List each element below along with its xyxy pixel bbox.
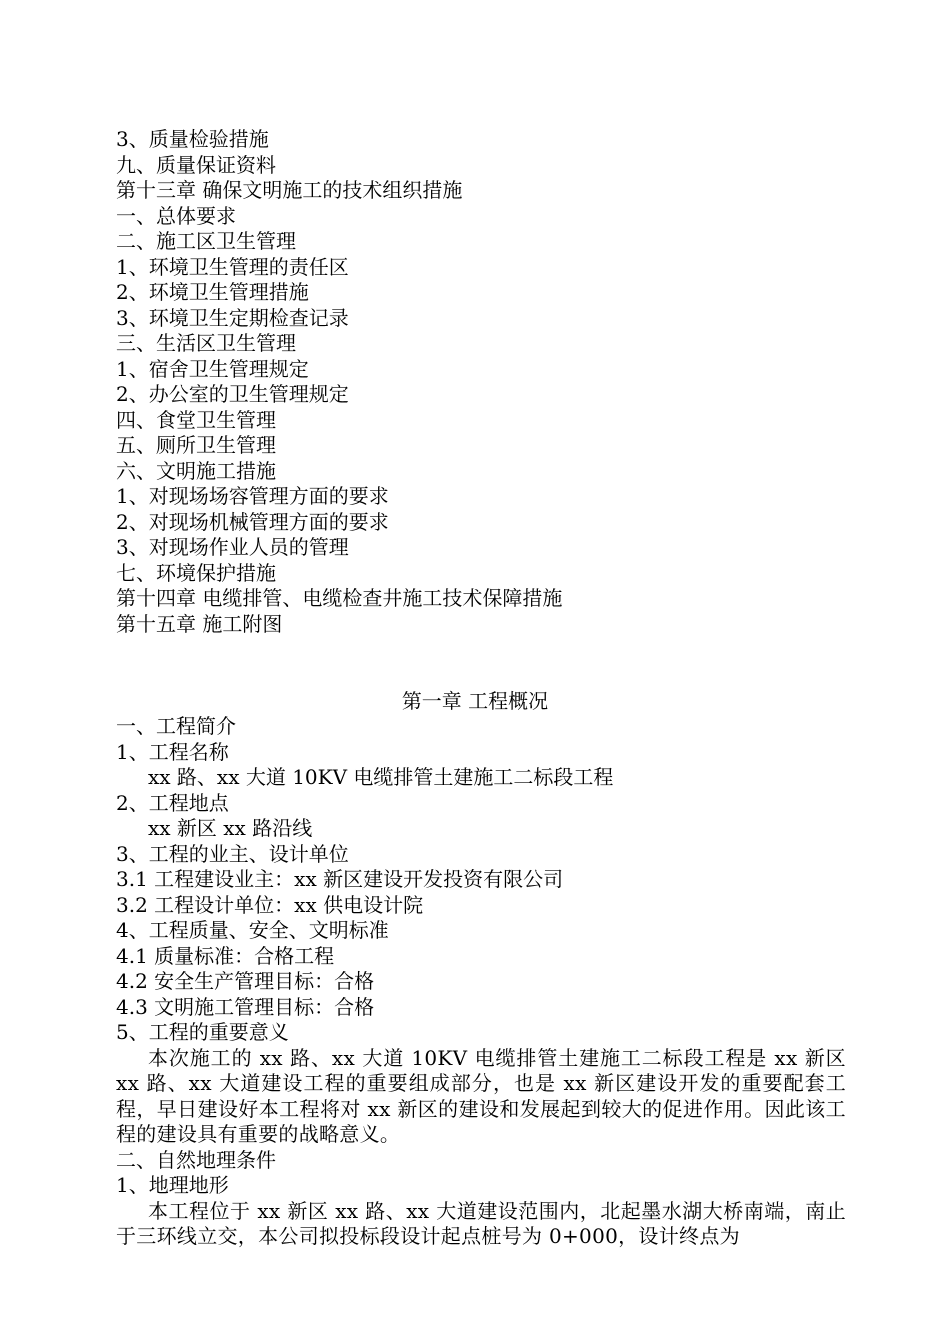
toc-item: 2、对现场机械管理方面的要求 (116, 509, 389, 534)
subsection-heading: 1、工程名称 (116, 739, 229, 764)
quality-standard: 4.1 质量标准：合格工程 (116, 943, 335, 968)
designer-line: 3.2 工程设计单位：xx 供电设计院 (116, 892, 424, 917)
toc-item: 七、环境保护措施 (116, 560, 276, 585)
toc-item: 2、办公室的卫生管理规定 (116, 382, 349, 406)
significance-paragraph: 本次施工的 xx 路、xx 大道 10KV 电缆排管土建施工二标段工程是 xx 新区 xx 路、xx 大道建设工程的重要组成部分，也是 xx 新区建设开发的重要配套工程，早日建设好本工程将对 xx 新区的建设和发展起到较大的促进作用。因此该工程的建设具有重要的战略意义。 (116, 1045, 846, 1146)
civilization-target: 4.3 文明施工管理目标：合格 (116, 994, 375, 1019)
toc-item: 1、对现场场容管理方面的要求 (116, 484, 389, 508)
toc-item: 三、生活区卫生管理 (116, 331, 296, 355)
subsection-heading: 1、地理地形 (116, 1173, 229, 1197)
toc-item: 二、施工区卫生管理 (116, 229, 296, 253)
toc-item: 第十四章 电缆排管、电缆检查井施工技术保障措施 (116, 586, 563, 610)
toc-item: 2、环境卫生管理措施 (116, 280, 309, 304)
subsection-heading: 3、工程的业主、设计单位 (116, 841, 349, 866)
toc-item: 3、环境卫生定期检查记录 (116, 305, 349, 330)
subsection-heading: 4、工程质量、安全、文明标准 (116, 918, 389, 942)
chapter-title: 第一章 工程概况 (401, 689, 549, 713)
toc-item: 第十三章 确保文明施工的技术组织措施 (116, 178, 463, 202)
project-name: xx 路、xx 大道 10KV 电缆排管土建施工二标段工程 (148, 765, 614, 789)
toc-item: 九、质量保证资料 (116, 152, 276, 177)
table-of-contents (116, 127, 876, 637)
safety-target: 4.2 安全生产管理目标：合格 (116, 969, 375, 993)
geography-paragraph: 本工程位于 xx 新区 xx 路、xx 大道建设范围内，北起墨水湖大桥南端，南止于三环线立交，本公司拟投标段设计起点桩号为 0+000，设计终点为 (116, 1198, 846, 1248)
owner-line: 3.1 工程建设业主：xx 新区建设开发投资有限公司 (116, 867, 564, 891)
document-body (116, 714, 846, 1250)
toc-item: 1、宿舍卫生管理规定 (116, 356, 309, 381)
toc-item: 一、总体要求 (116, 203, 236, 228)
section-heading: 一、工程简介 (116, 714, 236, 738)
toc-item: 五、厕所卫生管理 (116, 433, 276, 457)
subsection-heading: 2、工程地点 (116, 790, 229, 815)
toc-item: 3、质量检验措施 (116, 127, 269, 151)
project-location: xx 新区 xx 路沿线 (148, 816, 313, 840)
toc-item: 四、食堂卫生管理 (116, 407, 276, 432)
toc-item: 第十五章 施工附图 (116, 611, 283, 636)
toc-item: 1、环境卫生管理的责任区 (116, 254, 349, 279)
toc-item: 3、对现场作业人员的管理 (116, 535, 349, 559)
toc-item: 六、文明施工措施 (116, 458, 276, 483)
section-heading: 二、自然地理条件 (116, 1147, 276, 1172)
subsection-heading: 5、工程的重要意义 (116, 1020, 289, 1044)
